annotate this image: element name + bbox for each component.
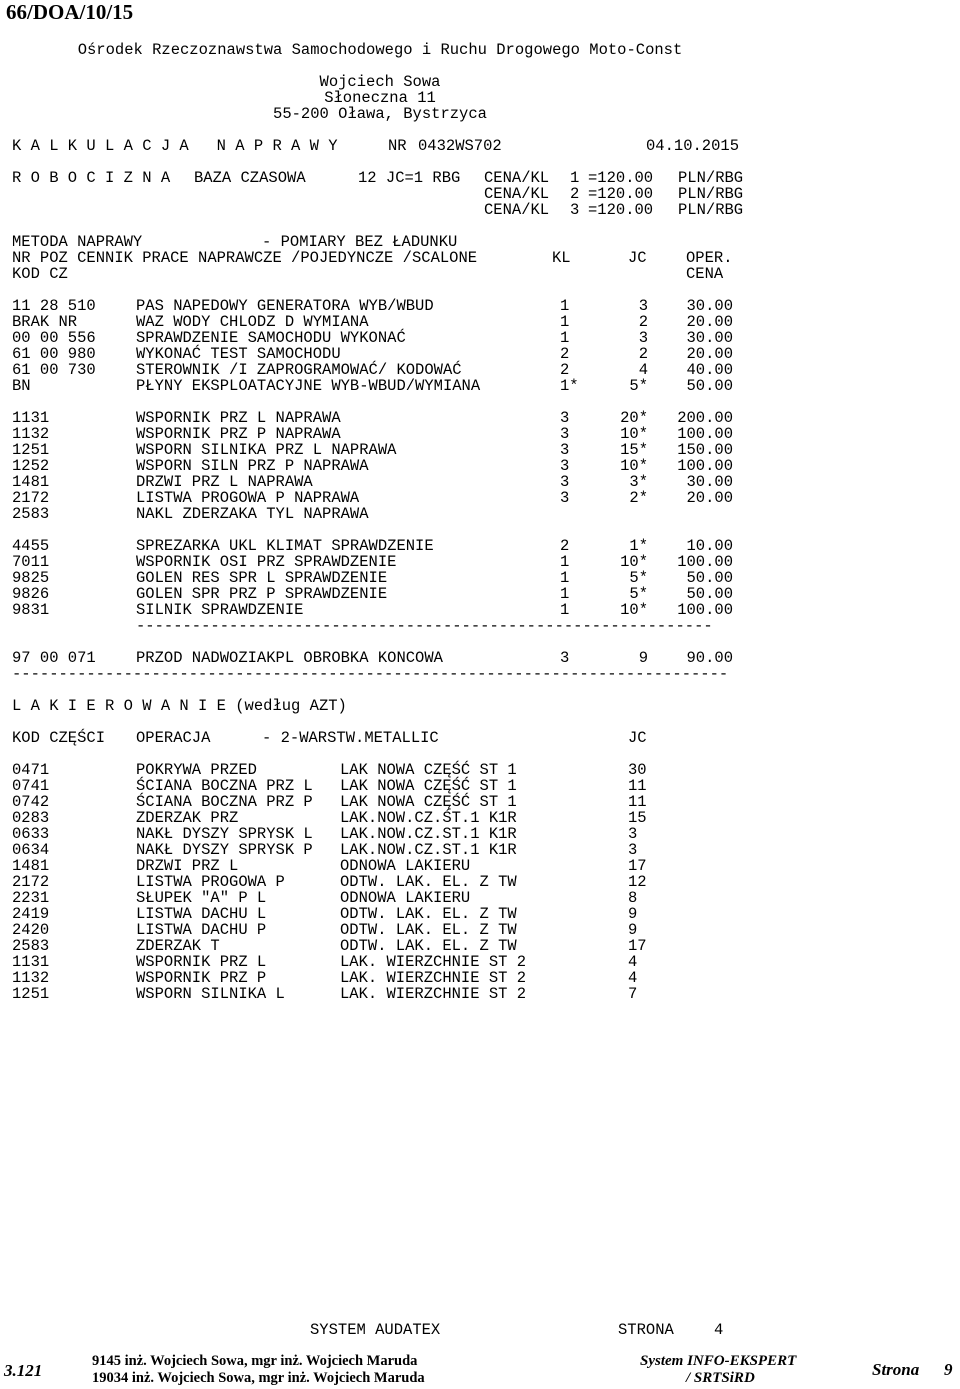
rate-class: 1 bbox=[570, 169, 580, 187]
labor-row-jc: 2 bbox=[638, 313, 648, 331]
separator-short: -------------------------------------------------------------- bbox=[136, 618, 713, 634]
labor-row-jc: 5* bbox=[629, 569, 648, 587]
paint-row-part: SŁUPEK "A" P L bbox=[136, 889, 267, 907]
labor-row-desc: STEROWNIK /I ZAPROGRAMOWAĆ/ KODOWAĆ bbox=[136, 361, 462, 379]
labor-row-nr: 9831 bbox=[12, 601, 50, 619]
labor-row-desc: WSPORN SILNIKA PRZ L NAPRAWA bbox=[136, 441, 397, 459]
paint-row-jc: 3 bbox=[628, 825, 638, 843]
labor-row-nr: 7011 bbox=[12, 553, 50, 571]
labor-row-cena: 100.00 bbox=[677, 425, 733, 443]
paint-row-operation: LAK.NOW.CZ.ŚT.1 K1R bbox=[340, 809, 517, 827]
paint-row-operation: LAK NOWA CZĘŚĆ ST 1 bbox=[340, 793, 517, 811]
final-row-desc: PRZOD NADWOZIAKPL OBROBKA KONCOWA bbox=[136, 649, 443, 667]
labor-row-jc: 5* bbox=[629, 585, 648, 603]
org-name: Ośrodek Rzeczoznawstwa Samochodowego i Ruchu Drogowego Moto-Const bbox=[77, 41, 683, 59]
separator-long: ----------------------------------------------------------------------------- bbox=[12, 666, 729, 682]
paint-row-jc: 9 bbox=[628, 921, 638, 939]
footer-system2: / SRTSiRD bbox=[686, 1370, 755, 1386]
paint-row-jc: 8 bbox=[628, 889, 638, 907]
labor-row-desc: SPREZARKA UKL KLIMAT SPRAWDZENIE bbox=[136, 537, 434, 555]
paint-header-typ: - 2-WARSTW.METALLIC bbox=[262, 729, 439, 747]
labor-header-kod: KOD CZ bbox=[12, 265, 68, 283]
paint-header-jc: JC bbox=[628, 729, 647, 747]
labor-row-kl: 1 bbox=[560, 313, 570, 331]
document-id: 66/DOA/10/15 bbox=[6, 0, 134, 24]
labor-row-desc: SILNIK SPRAWDZENIE bbox=[136, 601, 304, 619]
labor-row-jc: 4 bbox=[638, 361, 648, 379]
labor-row-cena: 150.00 bbox=[677, 441, 733, 459]
labor-row-kl: 3 bbox=[560, 409, 570, 427]
labor-row-desc: WSPORN SILN PRZ P NAPRAWA bbox=[136, 457, 369, 475]
labor-row-cena: 30.00 bbox=[686, 329, 733, 347]
labor-row-kl: 3 bbox=[560, 425, 570, 443]
paint-row-part: NAKŁ DYSZY SPRYSK L bbox=[136, 825, 313, 843]
labor-row-desc: GOLEN RES SPR L SPRAWDZENIE bbox=[136, 569, 388, 587]
labor-row-nr: 1481 bbox=[12, 473, 50, 491]
labor-row-jc: 10* bbox=[620, 457, 648, 475]
paint-row-jc: 9 bbox=[628, 905, 638, 923]
org-street: Słoneczna 11 bbox=[324, 89, 436, 107]
labor-row-nr: 1252 bbox=[12, 457, 50, 475]
rate-label: CENA/KL bbox=[484, 169, 550, 187]
paint-row-jc: 4 bbox=[628, 953, 638, 971]
kalkulacja-title: K A L K U L A C J A N A P R A W Y bbox=[12, 137, 338, 155]
paint-row-operation: ODNOWA LAKIERU bbox=[340, 857, 471, 875]
paint-row-operation: ODTW. LAK. EL. Z TW bbox=[340, 905, 517, 923]
paint-row-kod: 2583 bbox=[12, 937, 50, 955]
labor-row-kl: 2 bbox=[560, 361, 570, 379]
rate-label: CENA/KL bbox=[484, 201, 550, 219]
paint-row-operation: LAK.NOW.CZ.ST.1 K1R bbox=[340, 825, 517, 843]
labor-row-kl: 1 bbox=[560, 585, 570, 603]
labor-row-jc: 3* bbox=[629, 473, 648, 491]
labor-row-desc: DRZWI PRZ L NAPRAWA bbox=[136, 473, 313, 491]
rate-label: CENA/KL bbox=[484, 185, 550, 203]
footer-system1: System INFO-EKSPERT bbox=[640, 1353, 797, 1369]
kalkulacja-date: 04.10.2015 bbox=[646, 137, 740, 155]
paint-row-jc: 17 bbox=[628, 857, 647, 875]
paint-row-operation: ODTW. LAK. EL. Z TW bbox=[340, 921, 517, 939]
labor-row-jc: 10* bbox=[620, 425, 648, 443]
final-row-kl: 3 bbox=[560, 649, 570, 667]
paint-row-part: ŚCIANA BOCZNA PRZ P bbox=[136, 793, 313, 811]
labor-row-jc: 2* bbox=[629, 489, 648, 507]
paint-row-part: LISTWA DACHU P bbox=[136, 921, 267, 939]
labor-row-desc: WAZ WODY CHLODZ D WYMIANA bbox=[136, 313, 369, 331]
labor-header: NR POZ CENNIK PRACE NAPRAWCZE /POJEDYNCZE /SCALONE bbox=[12, 249, 478, 267]
metoda-label: METODA NAPRAWY bbox=[12, 233, 143, 251]
paint-row-part: ŚCIANA BOCZNA PRZ L bbox=[136, 777, 313, 795]
labor-row-nr: BN bbox=[12, 377, 31, 395]
metoda-value: - POMIARY BEZ ŁADUNKU bbox=[262, 233, 458, 251]
lakierowanie-title: L A K I E R O W A N I E (według AZT) bbox=[12, 697, 347, 715]
labor-row-cena: 40.00 bbox=[686, 361, 733, 379]
paint-row-kod: 2172 bbox=[12, 873, 50, 891]
paint-row-operation: LAK. WIERZCHNIE ST 2 bbox=[340, 953, 527, 971]
paint-header-kod: KOD CZĘŚCI bbox=[12, 729, 106, 747]
paint-row-kod: 1251 bbox=[12, 985, 50, 1003]
labor-row-kl: 3 bbox=[560, 473, 570, 491]
labor-row-cena: 100.00 bbox=[677, 553, 733, 571]
labor-row-nr: BRAK NR bbox=[12, 313, 78, 331]
labor-row-nr: 2583 bbox=[12, 505, 50, 523]
rate-value: =120.00 bbox=[588, 185, 654, 203]
labor-row-kl: 3 bbox=[560, 457, 570, 475]
final-row-jc: 9 bbox=[638, 649, 648, 667]
labor-row-nr: 4455 bbox=[12, 537, 50, 555]
robocizna-base: BAZA CZASOWA bbox=[194, 169, 306, 187]
final-row-cena: 90.00 bbox=[686, 649, 733, 667]
labor-row-cena: 30.00 bbox=[686, 473, 733, 491]
labor-row-desc: NAKL ZDERZAKA TYL NAPRAWA bbox=[136, 505, 369, 523]
labor-row-desc: WSPORNIK OSI PRZ SPRAWDZENIE bbox=[136, 553, 397, 571]
paint-row-jc: 11 bbox=[628, 793, 647, 811]
labor-row-jc: 20* bbox=[620, 409, 648, 427]
labor-header-jc: JC bbox=[628, 249, 647, 267]
paint-row-kod: 1481 bbox=[12, 857, 50, 875]
labor-row-cena: 20.00 bbox=[686, 313, 733, 331]
labor-row-cena: 100.00 bbox=[677, 601, 733, 619]
paint-row-part: WSPORNIK PRZ P bbox=[136, 969, 267, 987]
paint-row-kod: 0471 bbox=[12, 761, 50, 779]
labor-row-nr: 1132 bbox=[12, 425, 50, 443]
paint-row-kod: 2419 bbox=[12, 905, 50, 923]
labor-row-desc: WSPORNIK PRZ P NAPRAWA bbox=[136, 425, 341, 443]
labor-row-jc: 5* bbox=[629, 377, 648, 395]
paint-row-jc: 30 bbox=[628, 761, 647, 779]
paint-row-part: DRZWI PRZ L bbox=[136, 857, 239, 875]
org-person: Wojciech Sowa bbox=[319, 73, 441, 91]
paint-row-jc: 15 bbox=[628, 809, 647, 827]
labor-row-jc: 10* bbox=[620, 553, 648, 571]
robocizna-title: R O B O C I Z N A bbox=[12, 169, 171, 187]
paint-row-operation: ODTW. LAK. EL. Z TW bbox=[340, 873, 517, 891]
labor-row-kl: 1 bbox=[560, 569, 570, 587]
paint-row-part: WSPORNIK PRZ L bbox=[136, 953, 267, 971]
labor-row-nr: 1131 bbox=[12, 409, 50, 427]
footer-left-number: 3.121 bbox=[4, 1361, 43, 1380]
rate-value: =120.00 bbox=[588, 201, 654, 219]
rate-unit: PLN/RBG bbox=[678, 169, 744, 187]
paint-row-kod: 1131 bbox=[12, 953, 50, 971]
paint-row-operation: LAK. WIERZCHNIE ST 2 bbox=[340, 985, 527, 1003]
labor-row-kl: 1 bbox=[560, 601, 570, 619]
paint-row-operation: ODNOWA LAKIERU bbox=[340, 889, 471, 907]
footer-line2: 19034 inż. Wojciech Sowa, mgr inż. Wojciech Maruda bbox=[92, 1370, 425, 1386]
paint-row-jc: 12 bbox=[628, 873, 647, 891]
paint-row-kod: 0633 bbox=[12, 825, 50, 843]
labor-row-kl: 1 bbox=[560, 297, 570, 315]
system-label: SYSTEM AUDATEX bbox=[310, 1321, 441, 1339]
labor-header-oper: OPER. bbox=[686, 249, 733, 267]
labor-row-kl: 3 bbox=[560, 489, 570, 507]
final-row-nr: 97 00 071 bbox=[12, 649, 96, 667]
labor-row-cena: 100.00 bbox=[677, 457, 733, 475]
paint-row-jc: 4 bbox=[628, 969, 638, 987]
paint-row-kod: 0741 bbox=[12, 777, 50, 795]
rate-unit: PLN/RBG bbox=[678, 185, 744, 203]
labor-row-cena: 20.00 bbox=[686, 345, 733, 363]
labor-row-cena: 50.00 bbox=[686, 569, 733, 587]
paint-row-kod: 0634 bbox=[12, 841, 50, 859]
labor-row-kl: 3 bbox=[560, 441, 570, 459]
paint-row-jc: 11 bbox=[628, 777, 647, 795]
labor-row-nr: 61 00 730 bbox=[12, 361, 96, 379]
system-page-label: STRONA bbox=[618, 1321, 674, 1339]
labor-row-jc: 3 bbox=[638, 297, 648, 315]
paint-row-part: LISTWA PROGOWA P bbox=[136, 873, 285, 891]
paint-row-jc: 3 bbox=[628, 841, 638, 859]
paint-row-operation: LAK NOWA CZĘŚĆ ST 1 bbox=[340, 761, 517, 779]
labor-row-kl: 1 bbox=[560, 329, 570, 347]
paint-row-jc: 7 bbox=[628, 985, 638, 1003]
labor-row-desc: WYKONAĆ TEST SAMOCHODU bbox=[136, 345, 341, 363]
rate-value: =120.00 bbox=[588, 169, 654, 187]
footer-strona-label: Strona bbox=[872, 1360, 920, 1379]
robocizna-jc: 12 JC=1 RBG bbox=[358, 169, 461, 187]
labor-row-cena: 50.00 bbox=[686, 585, 733, 603]
labor-row-kl: 1* bbox=[560, 377, 579, 395]
labor-header-cena: CENA bbox=[686, 265, 724, 283]
paint-row-part: NAKŁ DYSZY SPRYSK P bbox=[136, 841, 313, 859]
labor-row-nr: 00 00 556 bbox=[12, 329, 96, 347]
paint-row-part: ZDERZAK T bbox=[136, 937, 220, 955]
paint-row-part: LISTWA DACHU L bbox=[136, 905, 267, 923]
labor-row-jc: 15* bbox=[620, 441, 648, 459]
paint-row-kod: 1132 bbox=[12, 969, 50, 987]
rate-class: 3 bbox=[570, 201, 580, 219]
system-page: 4 bbox=[714, 1321, 724, 1339]
labor-row-cena: 10.00 bbox=[686, 537, 733, 555]
labor-row-kl: 2 bbox=[560, 537, 570, 555]
paint-header-op: OPERACJA bbox=[136, 729, 211, 747]
labor-row-nr: 1251 bbox=[12, 441, 50, 459]
paint-row-kod: 0742 bbox=[12, 793, 50, 811]
labor-row-nr: 9826 bbox=[12, 585, 50, 603]
labor-row-desc: GOLEN SPR PRZ P SPRAWDZENIE bbox=[136, 585, 388, 603]
labor-row-cena: 50.00 bbox=[686, 377, 733, 395]
labor-row-jc: 10* bbox=[620, 601, 648, 619]
labor-row-jc: 3 bbox=[638, 329, 648, 347]
labor-header-kl: KL bbox=[552, 249, 571, 267]
labor-row-cena: 20.00 bbox=[686, 489, 733, 507]
paint-row-jc: 17 bbox=[628, 937, 647, 955]
labor-row-nr: 9825 bbox=[12, 569, 50, 587]
labor-row-nr: 11 28 510 bbox=[12, 297, 96, 315]
footer-line1: 9145 inż. Wojciech Sowa, mgr inż. Wojciech Maruda bbox=[92, 1353, 418, 1369]
paint-row-kod: 2420 bbox=[12, 921, 50, 939]
paint-row-operation: ODTW. LAK. EL. Z TW bbox=[340, 937, 517, 955]
kalkulacja-nr-label: NR bbox=[388, 137, 407, 155]
kalkulacja-nr: 0432WS702 bbox=[418, 137, 502, 155]
labor-row-desc: LISTWA PROGOWA P NAPRAWA bbox=[136, 489, 360, 507]
rate-unit: PLN/RBG bbox=[678, 201, 744, 219]
paint-row-part: POKRYWA PRZED bbox=[136, 761, 257, 779]
paint-row-kod: 0283 bbox=[12, 809, 50, 827]
labor-row-jc: 2 bbox=[638, 345, 648, 363]
paint-row-part: ZDERZAK PRZ bbox=[136, 809, 239, 827]
labor-row-nr: 61 00 980 bbox=[12, 345, 96, 363]
rate-class: 2 bbox=[570, 185, 580, 203]
labor-row-desc: PŁYNY EKSPLOATACYJNE WYB-WBUD/WYMIANA bbox=[136, 377, 481, 395]
labor-row-cena: 200.00 bbox=[677, 409, 733, 427]
labor-row-desc: PAS NAPEDOWY GENERATORA WYB/WBUD bbox=[136, 297, 434, 315]
labor-row-nr: 2172 bbox=[12, 489, 50, 507]
labor-row-desc: WSPORNIK PRZ L NAPRAWA bbox=[136, 409, 341, 427]
labor-row-jc: 1* bbox=[629, 537, 648, 555]
paint-row-kod: 2231 bbox=[12, 889, 50, 907]
labor-row-kl: 1 bbox=[560, 553, 570, 571]
paint-row-operation: LAK NOWA CZĘŚĆ ST 1 bbox=[340, 777, 517, 795]
footer-strona-number: 9 bbox=[944, 1360, 953, 1379]
labor-row-desc: SPRAWDZENIE SAMOCHODU WYKONAĆ bbox=[136, 329, 406, 347]
labor-row-cena: 30.00 bbox=[686, 297, 733, 315]
labor-row-kl: 2 bbox=[560, 345, 570, 363]
org-city: 55-200 Oława, Bystrzyca bbox=[273, 105, 487, 123]
paint-row-part: WSPORN SILNIKA L bbox=[136, 985, 285, 1003]
paint-row-operation: LAK. WIERZCHNIE ST 2 bbox=[340, 969, 527, 987]
paint-row-operation: LAK.NOW.CZ.ST.1 K1R bbox=[340, 841, 517, 859]
